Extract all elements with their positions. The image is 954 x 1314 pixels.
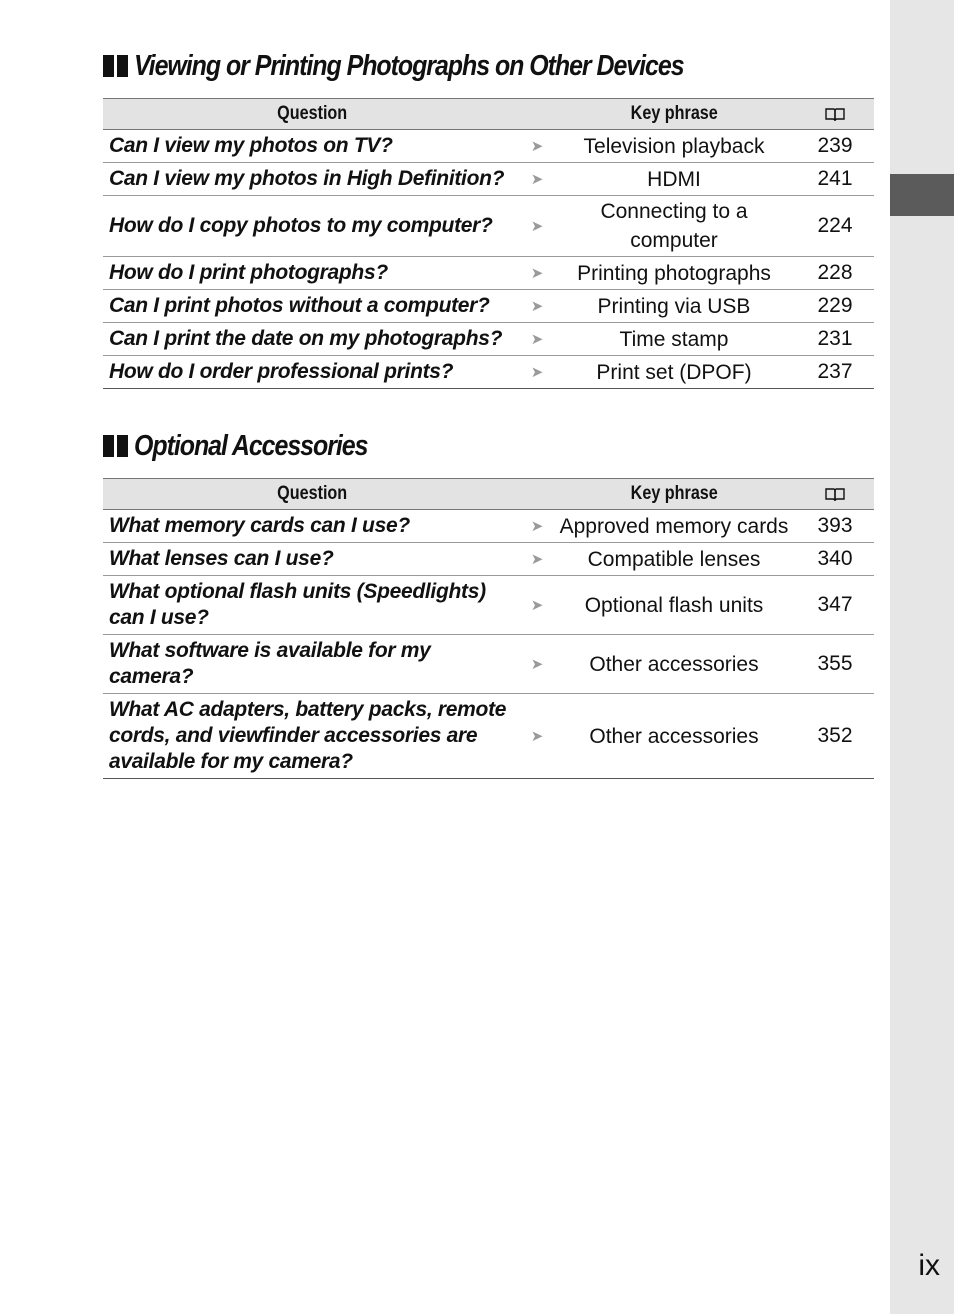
arrow-icon: ➤ <box>522 290 552 323</box>
key-phrase-cell: Time stamp <box>552 323 796 356</box>
key-phrase-cell: Optional flash units <box>552 576 796 635</box>
key-phrase-cell: Television playback <box>552 130 796 163</box>
chapter-tab <box>890 174 954 216</box>
question-cell: Can I print photos without a computer? <box>103 290 522 323</box>
question-cell: How do I print photographs? <box>103 257 522 290</box>
question-cell: How do I copy photos to my computer? <box>103 196 522 257</box>
heading-marker-icon <box>103 55 128 77</box>
page-reference-cell: 347 <box>796 576 874 635</box>
table-row <box>103 356 874 389</box>
arrow-icon: ➤ <box>522 576 552 635</box>
question-cell: What software is available for my camera? <box>103 635 522 694</box>
table-row <box>103 543 874 576</box>
column-header-key-phrase: Key phrase <box>552 479 796 510</box>
question-cell: What memory cards can I use? <box>103 510 522 543</box>
table-row <box>103 257 874 290</box>
key-phrase-cell: Printing photographs <box>552 257 796 290</box>
table-row <box>103 196 874 257</box>
column-header-question: Question <box>103 479 522 510</box>
table-row <box>103 163 874 196</box>
page-reference-cell: 228 <box>796 257 874 290</box>
table-body <box>103 510 874 779</box>
page-reference-cell: 237 <box>796 356 874 389</box>
section-heading <box>103 426 874 466</box>
key-phrase-cell: Print set (DPOF) <box>552 356 796 389</box>
book-icon <box>824 107 846 121</box>
table-row <box>103 576 874 635</box>
table-row <box>103 323 874 356</box>
table-row <box>103 510 874 543</box>
question-cell: How do I order professional prints? <box>103 356 522 389</box>
section-optional-accessories <box>103 426 874 779</box>
section-viewing-printing <box>103 46 874 389</box>
column-header-page <box>796 99 874 130</box>
table-row <box>103 694 874 779</box>
key-phrase-cell: Printing via USB <box>552 290 796 323</box>
section-title: Optional Accessories <box>134 429 368 462</box>
arrow-icon: ➤ <box>522 510 552 543</box>
key-phrase-cell: Other accessories <box>552 694 796 779</box>
arrow-icon: ➤ <box>522 130 552 163</box>
page-number: ix <box>918 1249 940 1282</box>
page-reference-cell: 355 <box>796 635 874 694</box>
arrow-icon: ➤ <box>522 356 552 389</box>
key-phrase-cell: Approved memory cards <box>552 510 796 543</box>
column-header-key-phrase: Key phrase <box>552 99 796 130</box>
column-header-arrow <box>522 479 552 510</box>
arrow-icon: ➤ <box>522 635 552 694</box>
question-cell: Can I view my photos in High Definition? <box>103 163 522 196</box>
page-reference-cell: 340 <box>796 543 874 576</box>
key-phrase-cell: Other accessories <box>552 635 796 694</box>
faq-table <box>103 478 874 779</box>
table-header-row <box>103 99 874 130</box>
column-header-arrow <box>522 99 552 130</box>
question-cell: What AC adapters, battery packs, remote cords, and viewfinder accessories are available for my camera? <box>103 694 522 779</box>
arrow-icon: ➤ <box>522 323 552 356</box>
book-icon <box>824 487 846 501</box>
heading-marker-icon <box>103 435 128 457</box>
arrow-icon: ➤ <box>522 163 552 196</box>
page-reference-cell: 393 <box>796 510 874 543</box>
column-header-question: Question <box>103 99 522 130</box>
column-header-page <box>796 479 874 510</box>
page-reference-cell: 241 <box>796 163 874 196</box>
table-row <box>103 290 874 323</box>
page-reference-cell: 229 <box>796 290 874 323</box>
page-reference-cell: 239 <box>796 130 874 163</box>
section-heading <box>103 46 874 86</box>
question-cell: Can I view my photos on TV? <box>103 130 522 163</box>
table-body <box>103 130 874 389</box>
section-title: Viewing or Printing Photographs on Other Devices <box>134 49 684 82</box>
arrow-icon: ➤ <box>522 543 552 576</box>
page-reference-cell: 352 <box>796 694 874 779</box>
faq-table <box>103 98 874 389</box>
question-cell: Can I print the date on my photographs? <box>103 323 522 356</box>
table-header-row <box>103 479 874 510</box>
question-cell: What optional flash units (Speedlights) can I use? <box>103 576 522 635</box>
key-phrase-cell: HDMI <box>552 163 796 196</box>
arrow-icon: ➤ <box>522 257 552 290</box>
key-phrase-cell: Connecting to a computer <box>552 196 796 257</box>
page-reference-cell: 231 <box>796 323 874 356</box>
arrow-icon: ➤ <box>522 196 552 257</box>
question-cell: What lenses can I use? <box>103 543 522 576</box>
arrow-icon: ➤ <box>522 694 552 779</box>
table-row <box>103 635 874 694</box>
page-reference-cell: 224 <box>796 196 874 257</box>
table-row <box>103 130 874 163</box>
key-phrase-cell: Compatible lenses <box>552 543 796 576</box>
